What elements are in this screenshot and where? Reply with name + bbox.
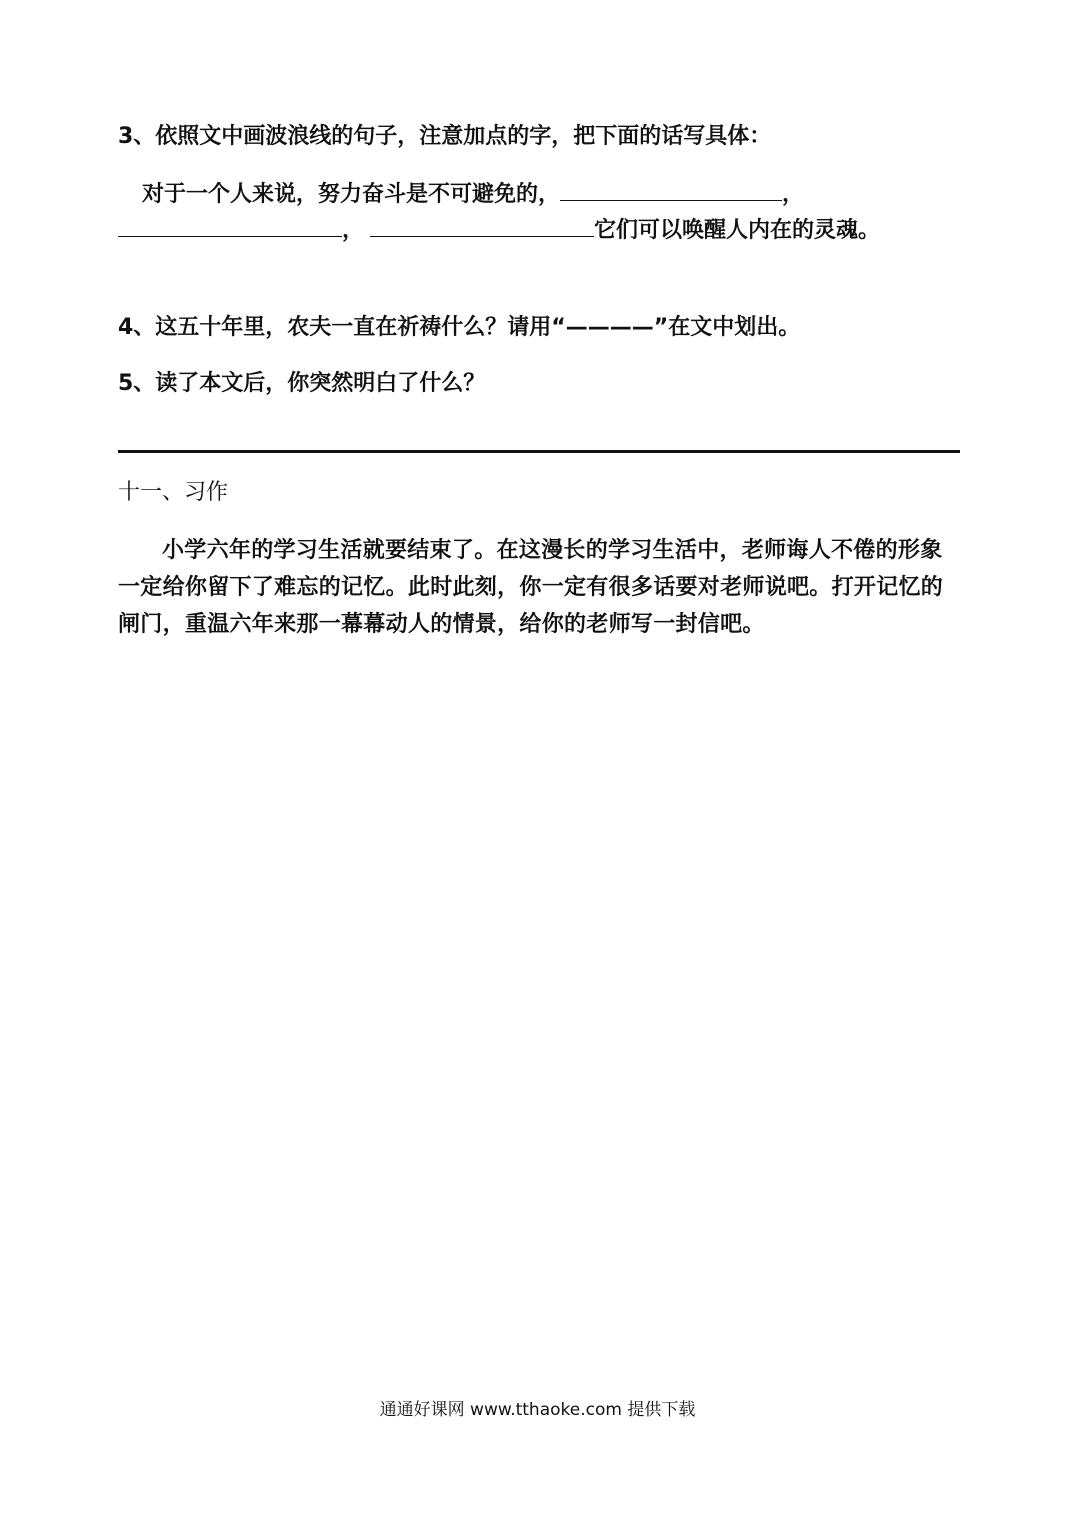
question-3-line-2 bbox=[118, 212, 880, 246]
question-3-sentence-end: 它们可以唤醒人内在的灵魂。 bbox=[594, 218, 881, 243]
answer-blank-3[interactable] bbox=[370, 212, 594, 237]
essay-prompt: 小学六年的学习生活就要结束了。在这漫长的学习生活中，老师诲人不倦的形象一定给你留下了难忘的记忆。此时此刻，你一定有很多话要对老师说吧。打开记忆的闸门，重温六年来那一幕幕动人的情景，给你的老师写一封信吧。 bbox=[118, 538, 944, 637]
question-3-sentence-start: 对于一个人来说，努力奋斗是不可避免的， bbox=[142, 182, 561, 207]
question-3-prompt: 3、依照文中画波浪线的句子，注意加点的字，把下面的话写具体： bbox=[118, 124, 772, 149]
section-divider bbox=[118, 450, 960, 453]
question-3-line-1 bbox=[142, 176, 804, 210]
footer-credit: 通通好课网 www.tthaoke.com 提供下载 bbox=[379, 1400, 696, 1420]
comma: ， bbox=[782, 182, 805, 207]
answer-blank-1[interactable] bbox=[560, 176, 782, 201]
question-5: 5、读了本文后，你突然明白了什么？ bbox=[118, 371, 486, 396]
essay-heading: 十一、习作 bbox=[118, 480, 229, 505]
comma: ， bbox=[342, 218, 365, 243]
answer-blank-2[interactable] bbox=[118, 212, 342, 237]
question-4: 4、这五十年里，农夫一直在祈祷什么？请用“————”在文中划出。 bbox=[118, 315, 801, 340]
